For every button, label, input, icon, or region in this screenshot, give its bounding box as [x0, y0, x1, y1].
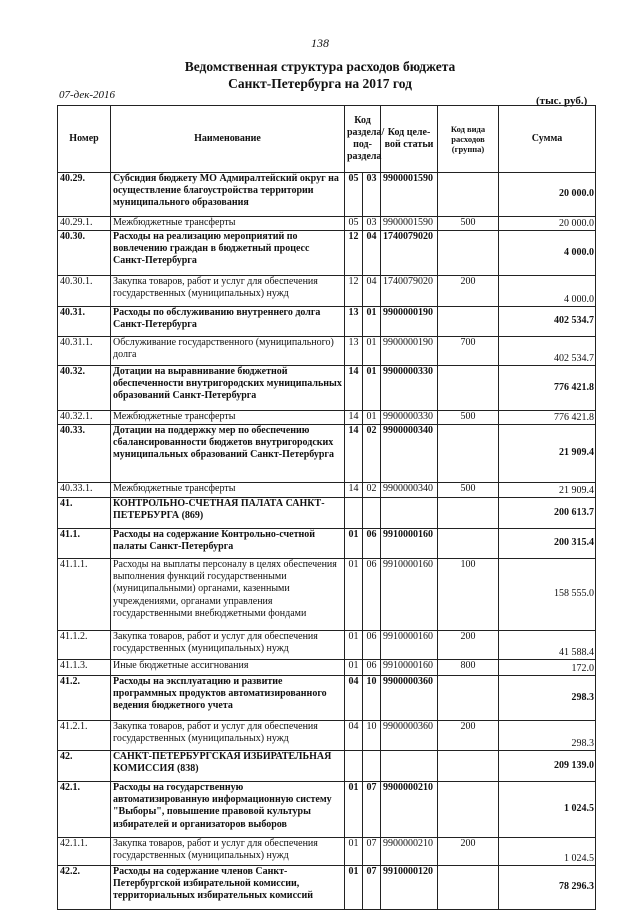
row-name: Закупка товаров, работ и услуг для обеспечения государственных (муниципальных) нужд	[111, 838, 345, 866]
row-sum: 20 000.0	[499, 173, 596, 217]
row-sum: 21 909.4	[499, 483, 596, 498]
row-number: 40.33.	[58, 425, 111, 483]
row-target-code: 9900000190	[381, 307, 438, 337]
row-expense-type	[438, 529, 499, 559]
row-section-code: 04	[345, 676, 363, 721]
row-name: Закупка товаров, работ и услуг для обеспечения государственных (муниципальных) нужд	[111, 276, 345, 307]
row-expense-type: 200	[438, 276, 499, 307]
row-number: 41.1.3.	[58, 660, 111, 676]
table-row	[58, 721, 596, 751]
table-body	[58, 173, 596, 910]
row-number: 41.1.2.	[58, 631, 111, 660]
table-row	[58, 660, 596, 676]
row-sum: 298.3	[499, 676, 596, 721]
row-section-code: 14	[345, 483, 363, 498]
row-target-code: 9910000120	[381, 866, 438, 910]
row-expense-type: 500	[438, 411, 499, 425]
row-target-code: 9900000210	[381, 838, 438, 866]
row-name: Межбюджетные трансферты	[111, 217, 345, 231]
row-expense-type	[438, 866, 499, 910]
row-name: Дотации на выравнивание бюджетной обеспеченности внутригородских муниципальных образований Санкт-Петербурга	[111, 366, 345, 411]
row-target-code: 9900000360	[381, 676, 438, 721]
row-sum: 41 588.4	[499, 631, 596, 660]
row-subsection-code: 07	[363, 782, 381, 838]
row-sum: 1 024.5	[499, 782, 596, 838]
row-sum: 209 139.0	[499, 751, 596, 782]
row-name: Обслуживание государственного (муниципального) долга	[111, 337, 345, 366]
row-subsection-code: 10	[363, 721, 381, 751]
row-subsection-code: 01	[363, 411, 381, 425]
table-row	[58, 173, 596, 217]
row-sum: 776 421.8	[499, 411, 596, 425]
row-expense-type: 700	[438, 337, 499, 366]
row-subsection-code: 01	[363, 337, 381, 366]
header-expense-type-code: Код вида расходов (группа)	[438, 106, 499, 173]
row-number: 40.31.	[58, 307, 111, 337]
row-subsection-code	[363, 751, 381, 782]
row-expense-type	[438, 498, 499, 529]
title-line-2: Санкт-Петербурга на 2017 год	[228, 76, 412, 91]
row-target-code: 9900001590	[381, 217, 438, 231]
table-row	[58, 529, 596, 559]
row-name: Иные бюджетные ассигнования	[111, 660, 345, 676]
row-target-code: 9910000160	[381, 529, 438, 559]
row-subsection-code	[363, 498, 381, 529]
row-name: КОНТРОЛЬНО-СЧЕТНАЯ ПАЛАТА САНКТ-ПЕТЕРБУРГА (869)	[111, 498, 345, 529]
table-row	[58, 559, 596, 631]
row-sum: 776 421.8	[499, 366, 596, 411]
row-name: Расходы на содержание членов Санкт-Петербургской избирательной комиссии, территориальных избирательных комиссий	[111, 866, 345, 910]
row-sum: 402 534.7	[499, 337, 596, 366]
row-sum: 200 315.4	[499, 529, 596, 559]
row-name: Закупка товаров, работ и услуг для обеспечения государственных (муниципальных) нужд	[111, 721, 345, 751]
row-subsection-code: 06	[363, 660, 381, 676]
row-expense-type: 200	[438, 721, 499, 751]
row-number: 42.1.1.	[58, 838, 111, 866]
row-section-code: 12	[345, 276, 363, 307]
row-section-code: 01	[345, 838, 363, 866]
header-section-code: Код раздела/ под- раздела	[345, 106, 381, 173]
row-number: 41.	[58, 498, 111, 529]
header-sum: Сумма	[499, 106, 596, 173]
row-name: Межбюджетные трансферты	[111, 483, 345, 498]
row-target-code: 9900000360	[381, 721, 438, 751]
row-sum: 20 000.0	[499, 217, 596, 231]
row-section-code: 04	[345, 721, 363, 751]
row-expense-type	[438, 425, 499, 483]
row-target-code: 9900000330	[381, 411, 438, 425]
table-row	[58, 231, 596, 276]
row-target-code: 1740079020	[381, 231, 438, 276]
row-section-code: 01	[345, 559, 363, 631]
row-name: Расходы на выплаты персоналу в целях обеспечения выполнения функций государственными (муниципальными) органами, казенными учреждениями, органами управления государственными внебюджетными фондами	[111, 559, 345, 631]
row-expense-type: 200	[438, 838, 499, 866]
row-section-code: 12	[345, 231, 363, 276]
row-number: 40.32.	[58, 366, 111, 411]
row-section-code: 14	[345, 425, 363, 483]
row-target-code: 9910000160	[381, 660, 438, 676]
row-sum: 4 000.0	[499, 231, 596, 276]
row-name: Расходы на реализацию мероприятий по вовлечению граждан в бюджетный процесс Санкт-Петербурга	[111, 231, 345, 276]
row-number: 40.32.1.	[58, 411, 111, 425]
row-subsection-code: 06	[363, 631, 381, 660]
row-sum: 78 296.3	[499, 866, 596, 910]
document-title	[0, 58, 640, 92]
row-number: 40.31.1.	[58, 337, 111, 366]
row-number: 42.2.	[58, 866, 111, 910]
row-sum: 172.0	[499, 660, 596, 676]
row-subsection-code: 01	[363, 366, 381, 411]
table-row	[58, 498, 596, 529]
row-target-code: 9900000330	[381, 366, 438, 411]
header-name: Наименование	[111, 106, 345, 173]
row-expense-type: 200	[438, 631, 499, 660]
table-row	[58, 782, 596, 838]
row-sum: 298.3	[499, 721, 596, 751]
header-target-code: Код целе- вой статьи	[381, 106, 438, 173]
table-row	[58, 838, 596, 866]
row-number: 41.2.1.	[58, 721, 111, 751]
table-row	[58, 676, 596, 721]
row-expense-type: 500	[438, 483, 499, 498]
row-section-code: 14	[345, 411, 363, 425]
row-subsection-code: 06	[363, 529, 381, 559]
row-target-code: 9900000340	[381, 483, 438, 498]
row-section-code	[345, 498, 363, 529]
row-subsection-code: 01	[363, 307, 381, 337]
row-section-code: 13	[345, 307, 363, 337]
document-date: 07-дек-2016	[59, 89, 116, 101]
row-name: Межбюджетные трансферты	[111, 411, 345, 425]
title-line-1: Ведомственная структура расходов бюджета	[184, 59, 456, 74]
row-expense-type: 100	[438, 559, 499, 631]
row-expense-type	[438, 231, 499, 276]
row-target-code	[381, 498, 438, 529]
row-section-code: 01	[345, 529, 363, 559]
table-row	[58, 276, 596, 307]
row-number: 40.30.1.	[58, 276, 111, 307]
row-section-code: 14	[345, 366, 363, 411]
table-row	[58, 483, 596, 498]
row-subsection-code: 02	[363, 483, 381, 498]
row-name: Расходы по обслуживанию внутреннего долга Санкт-Петербурга	[111, 307, 345, 337]
row-expense-type	[438, 751, 499, 782]
row-name: САНКТ-ПЕТЕРБУРГСКАЯ ИЗБИРАТЕЛЬНАЯ КОМИССИЯ (838)	[111, 751, 345, 782]
row-subsection-code: 03	[363, 217, 381, 231]
row-number: 41.1.	[58, 529, 111, 559]
row-sum: 4 000.0	[499, 276, 596, 307]
table-row	[58, 337, 596, 366]
row-sum: 200 613.7	[499, 498, 596, 529]
row-sum: 402 534.7	[499, 307, 596, 337]
row-expense-type	[438, 782, 499, 838]
row-subsection-code: 02	[363, 425, 381, 483]
row-section-code	[345, 751, 363, 782]
row-number: 40.30.	[58, 231, 111, 276]
budget-table	[57, 105, 596, 910]
table-row	[58, 411, 596, 425]
row-section-code: 13	[345, 337, 363, 366]
row-number: 40.29.1.	[58, 217, 111, 231]
row-name: Расходы на эксплуатацию и развитие программных продуктов автоматизированного ведения бюджетного учета	[111, 676, 345, 721]
row-name: Дотации на поддержку мер по обеспечению сбалансированности бюджетов внутригородских муниципальных образований Санкт-Петербурга	[111, 425, 345, 483]
row-number: 40.29.	[58, 173, 111, 217]
row-section-code: 01	[345, 631, 363, 660]
row-number: 40.33.1.	[58, 483, 111, 498]
row-number: 41.1.1.	[58, 559, 111, 631]
table-row	[58, 631, 596, 660]
row-section-code: 01	[345, 782, 363, 838]
row-subsection-code: 03	[363, 173, 381, 217]
row-target-code: 9900000190	[381, 337, 438, 366]
table-row	[58, 217, 596, 231]
row-number: 42.	[58, 751, 111, 782]
row-subsection-code: 04	[363, 231, 381, 276]
row-target-code: 9900001590	[381, 173, 438, 217]
page-number: 138	[311, 36, 329, 50]
row-sum: 158 555.0	[499, 559, 596, 631]
row-expense-type: 500	[438, 217, 499, 231]
row-section-code: 01	[345, 866, 363, 910]
table-row	[58, 425, 596, 483]
row-name: Закупка товаров, работ и услуг для обеспечения государственных (муниципальных) нужд	[111, 631, 345, 660]
row-name: Субсидия бюджету МО Адмиралтейский округ на осуществление благоустройства территории муниципального образования	[111, 173, 345, 217]
table-row	[58, 866, 596, 910]
table-row	[58, 366, 596, 411]
row-name: Расходы на государственную автоматизированную информационную систему "Выборы", повышение правовой культуры избирателей и организаторов выборов	[111, 782, 345, 838]
row-subsection-code: 07	[363, 866, 381, 910]
row-expense-type: 800	[438, 660, 499, 676]
row-subsection-code: 10	[363, 676, 381, 721]
units-label: (тыс. руб.)	[536, 95, 588, 107]
row-subsection-code: 06	[363, 559, 381, 631]
table-row	[58, 307, 596, 337]
row-sum: 1 024.5	[499, 838, 596, 866]
row-target-code: 9910000160	[381, 559, 438, 631]
row-target-code: 9910000160	[381, 631, 438, 660]
table-row	[58, 751, 596, 782]
row-subsection-code: 07	[363, 838, 381, 866]
row-expense-type	[438, 173, 499, 217]
row-section-code: 01	[345, 660, 363, 676]
row-sum: 21 909.4	[499, 425, 596, 483]
row-number: 42.1.	[58, 782, 111, 838]
row-expense-type	[438, 676, 499, 721]
header-number: Номер	[58, 106, 111, 173]
row-number: 41.2.	[58, 676, 111, 721]
table-header-row	[58, 106, 596, 173]
row-target-code: 1740079020	[381, 276, 438, 307]
row-subsection-code: 04	[363, 276, 381, 307]
row-expense-type	[438, 366, 499, 411]
row-expense-type	[438, 307, 499, 337]
row-section-code: 05	[345, 217, 363, 231]
row-name: Расходы на содержание Контрольно-счетной палаты Санкт-Петербурга	[111, 529, 345, 559]
row-target-code	[381, 751, 438, 782]
row-target-code: 9900000340	[381, 425, 438, 483]
row-section-code: 05	[345, 173, 363, 217]
row-target-code: 9900000210	[381, 782, 438, 838]
